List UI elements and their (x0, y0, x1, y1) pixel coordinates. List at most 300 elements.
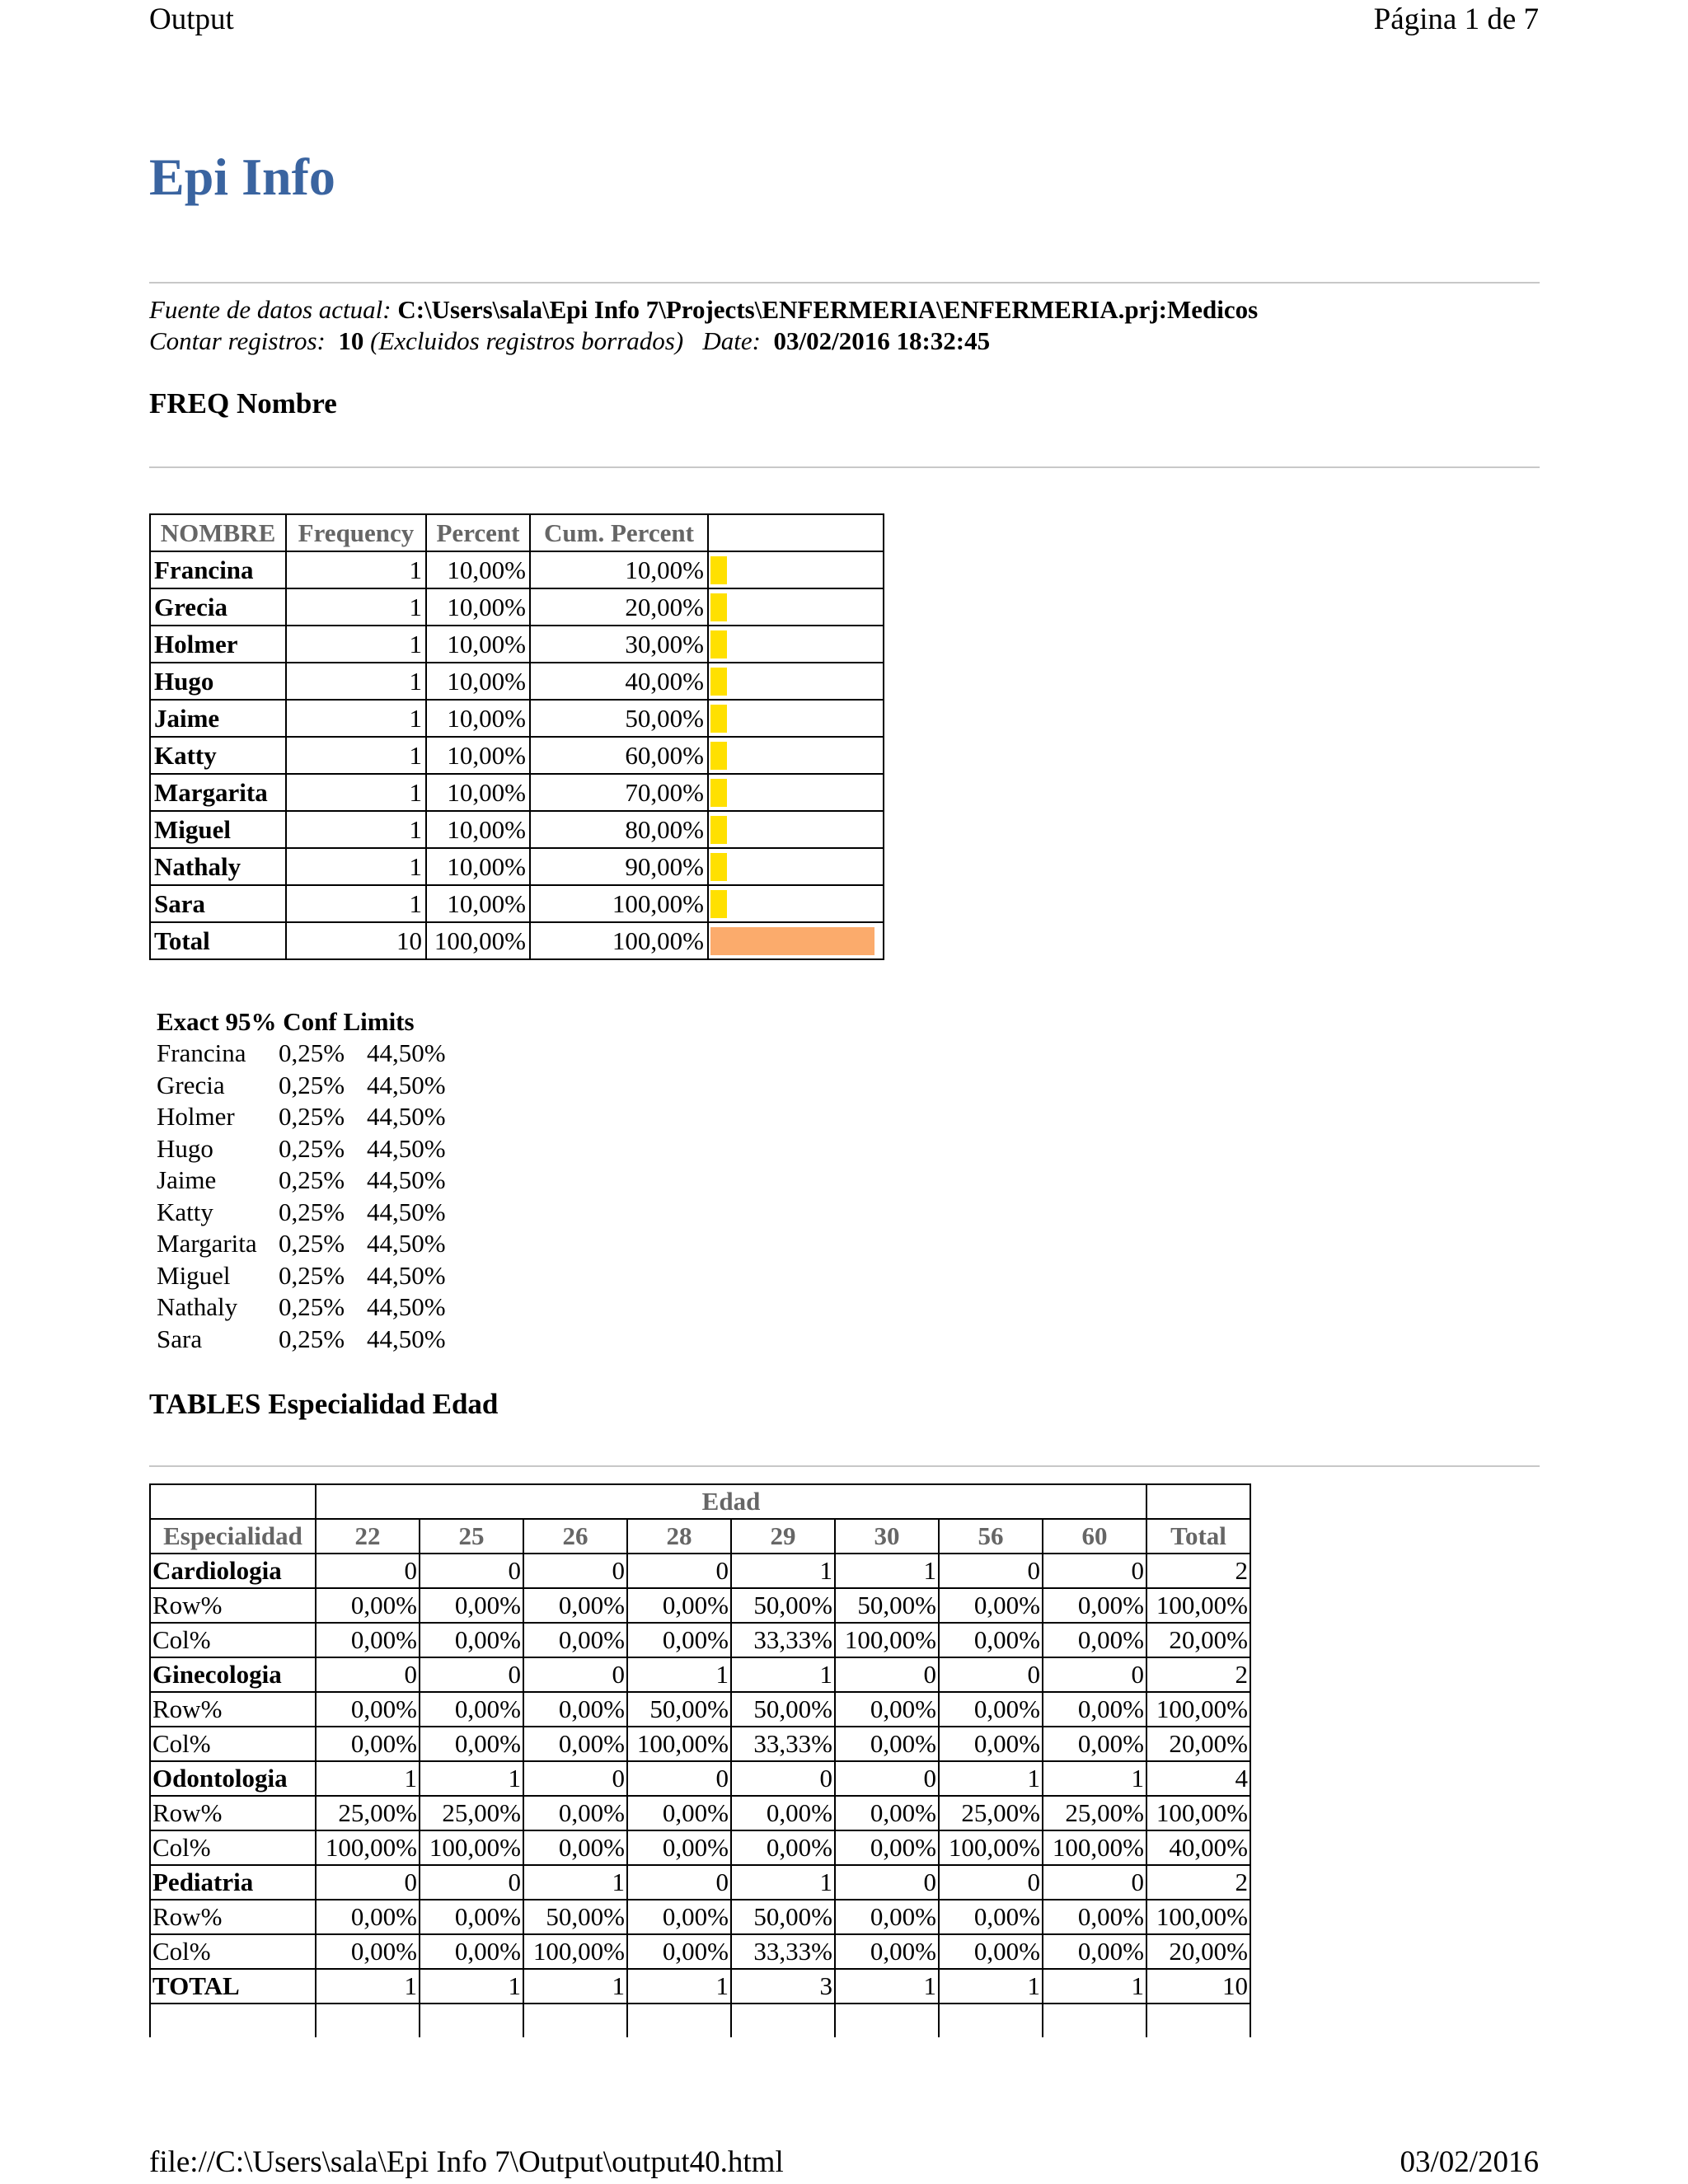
percent-bar (710, 705, 727, 733)
crosstab-cell: 1 (731, 1657, 835, 1692)
row-percent: 100,00% (426, 922, 530, 959)
crosstab-cell: 0,00% (420, 1588, 523, 1623)
crosstab-empty-cell (420, 2004, 523, 2037)
row-frequency: 1 (286, 551, 426, 588)
row-name: Katty (150, 737, 286, 774)
crosstab-cell: 0,00% (420, 1934, 523, 1969)
ci-name: Miguel (157, 1260, 231, 1290)
row-cum-percent: 90,00% (530, 848, 708, 885)
crosstab-cell: 1 (627, 1969, 731, 2004)
record-count-line (149, 326, 990, 356)
crosstab-cell: 0,00% (627, 1623, 731, 1657)
crosstab-cell: 100,00% (1146, 1692, 1250, 1727)
crosstab-cell: 100,00% (316, 1830, 420, 1865)
crosstab-cell: 0,00% (420, 1623, 523, 1657)
date-label: Date: (702, 326, 761, 355)
ci-name: Margarita (157, 1229, 257, 1258)
confidence-limit-row (157, 1070, 446, 1102)
percent-bar (710, 630, 727, 658)
crosstab-cell: 0,00% (835, 1727, 939, 1761)
crosstab-row-label: Cardiologia (150, 1554, 316, 1588)
confidence-limit-row (157, 1228, 446, 1260)
confidence-limits (157, 1006, 446, 1355)
crosstab-cell: 0,00% (420, 1692, 523, 1727)
crosstab-cell: 25,00% (939, 1796, 1043, 1830)
row-cum-percent: 80,00% (530, 811, 708, 848)
row-cum-percent: 100,00% (530, 885, 708, 922)
crosstab-cell: 0,00% (939, 1934, 1043, 1969)
crosstab-cell: 50,00% (523, 1900, 627, 1934)
crosstab-column-header: 56 (939, 1519, 1043, 1554)
crosstab-cell: 2 (1146, 1554, 1250, 1588)
row-frequency: 1 (286, 774, 426, 811)
crosstab-cell: 0,00% (1043, 1900, 1146, 1934)
frequency-row (150, 885, 884, 922)
record-count-label: Contar registros: (149, 326, 326, 355)
crosstab-group-total-blank (1146, 1484, 1250, 1519)
confidence-limits-title: Exact 95% Conf Limits (157, 1007, 415, 1036)
crosstab-column-header: 25 (420, 1519, 523, 1554)
row-frequency: 1 (286, 663, 426, 700)
row-cum-percent: 10,00% (530, 551, 708, 588)
crosstab-cell: 1 (1043, 1761, 1146, 1796)
crosstab-cell: 0 (523, 1761, 627, 1796)
crosstab-row (150, 1657, 1250, 1692)
crosstab-cell: 0,00% (627, 1830, 731, 1865)
crosstab-cell: 1 (731, 1865, 835, 1900)
crosstab-cell: 100,00% (523, 1934, 627, 1969)
crosstab-cell: 1 (523, 1865, 627, 1900)
row-frequency: 1 (286, 626, 426, 663)
crosstab-cell: 33,33% (731, 1727, 835, 1761)
row-bar-cell (708, 811, 884, 848)
crosstab-cell: 50,00% (731, 1900, 835, 1934)
ci-upper: 44,50% (367, 1229, 446, 1258)
crosstab-cell: 50,00% (627, 1692, 731, 1727)
crosstab-row (150, 1692, 1250, 1727)
row-frequency: 1 (286, 588, 426, 626)
crosstab-table (149, 1483, 1251, 2037)
crosstab-cell: 0 (939, 1865, 1043, 1900)
crosstab-cell: 0,00% (316, 1692, 420, 1727)
frequency-row (150, 774, 884, 811)
row-frequency: 1 (286, 885, 426, 922)
crosstab-empty-cell (316, 2004, 420, 2037)
frequency-row (150, 737, 884, 774)
row-name: Miguel (150, 811, 286, 848)
crosstab-cell: 1 (420, 1969, 523, 2004)
row-cum-percent: 50,00% (530, 700, 708, 737)
crosstab-group-label: Edad (316, 1484, 1146, 1519)
crosstab-cell: 0 (1043, 1865, 1146, 1900)
crosstab-cell: 0,00% (523, 1692, 627, 1727)
confidence-limit-row (157, 1197, 446, 1229)
footer-file-path: file://C:\Users\sala\Epi Info 7\Output\output40.html (149, 2145, 784, 2179)
crosstab-cell: 100,00% (939, 1830, 1043, 1865)
crosstab-row (150, 1554, 1250, 1588)
crosstab-cell: 2 (1146, 1657, 1250, 1692)
crosstab-empty-cell (523, 2004, 627, 2037)
frequency-header-row (150, 514, 884, 551)
freq-heading: FREQ Nombre (149, 387, 337, 419)
row-frequency: 10 (286, 922, 426, 959)
crosstab-cell: 0 (627, 1554, 731, 1588)
crosstab-empty-cell (627, 2004, 731, 2037)
datasource-value: C:\Users\sala\Epi Info 7\Projects\ENFERMERIA\ENFERMERIA.prj:Medicos (397, 295, 1259, 324)
date-value: 03/02/2016 18:32:45 (773, 326, 991, 355)
crosstab-row (150, 1900, 1250, 1934)
frequency-row (150, 663, 884, 700)
page-title: Epi Info (149, 148, 335, 206)
ci-lower: 0,25% (279, 1133, 345, 1163)
ci-lower: 0,25% (279, 1038, 345, 1067)
row-cum-percent: 70,00% (530, 774, 708, 811)
crosstab-cell: 1 (420, 1761, 523, 1796)
row-percent: 10,00% (426, 700, 530, 737)
row-percent: 10,00% (426, 588, 530, 626)
row-name: Grecia (150, 588, 286, 626)
crosstab-cell: 0 (1043, 1554, 1146, 1588)
crosstab-cell: 0,00% (1043, 1623, 1146, 1657)
column-header-frequency: Frequency (286, 514, 426, 551)
crosstab-cell: 0,00% (835, 1796, 939, 1830)
crosstab-cell: 0,00% (835, 1900, 939, 1934)
ci-name: Grecia (157, 1070, 225, 1099)
crosstab-cell: 0 (316, 1657, 420, 1692)
ci-name: Katty (157, 1197, 213, 1226)
crosstab-column-header: 22 (316, 1519, 420, 1554)
row-name: Nathaly (150, 848, 286, 885)
row-name: Jaime (150, 700, 286, 737)
crosstab-corner (150, 1484, 316, 1519)
column-header-percent: Percent (426, 514, 530, 551)
confidence-limit-row (157, 1324, 446, 1356)
column-header-cum-percent: Cum. Percent (530, 514, 708, 551)
crosstab-cell: 0,00% (523, 1623, 627, 1657)
crosstab-cell: 20,00% (1146, 1623, 1250, 1657)
ci-name: Sara (157, 1324, 203, 1353)
crosstab-cell: 0,00% (316, 1727, 420, 1761)
row-cum-percent: 40,00% (530, 663, 708, 700)
ci-lower: 0,25% (279, 1197, 345, 1226)
ci-lower: 0,25% (279, 1292, 345, 1321)
crosstab-cell: 0,00% (316, 1900, 420, 1934)
ci-lower: 0,25% (279, 1070, 345, 1099)
row-name: Sara (150, 885, 286, 922)
row-cum-percent: 30,00% (530, 626, 708, 663)
page-header-page-number: Página 1 de 7 (1373, 2, 1539, 36)
crosstab-column-header: 26 (523, 1519, 627, 1554)
row-name: Hugo (150, 663, 286, 700)
crosstab-row (150, 1796, 1250, 1830)
crosstab-cell: 0,00% (316, 1623, 420, 1657)
crosstab-cell: 25,00% (316, 1796, 420, 1830)
crosstab-cell: 20,00% (1146, 1934, 1250, 1969)
frequency-row (150, 700, 884, 737)
crosstab-cell: 100,00% (835, 1623, 939, 1657)
ci-lower: 0,25% (279, 1229, 345, 1258)
crosstab-cell: 40,00% (1146, 1830, 1250, 1865)
row-frequency: 1 (286, 737, 426, 774)
tables-heading: TABLES Especialidad Edad (149, 1388, 499, 1420)
ci-upper: 44,50% (367, 1165, 446, 1194)
ci-name: Hugo (157, 1133, 213, 1163)
ci-upper: 44,50% (367, 1292, 446, 1321)
crosstab-cell: 20,00% (1146, 1727, 1250, 1761)
crosstab-empty-cell (150, 2004, 316, 2037)
row-name: Total (150, 922, 286, 959)
frequency-table (149, 513, 884, 960)
crosstab-cell: 1 (835, 1969, 939, 2004)
crosstab-cell: 25,00% (1043, 1796, 1146, 1830)
crosstab-row (150, 1934, 1250, 1969)
frequency-row (150, 588, 884, 626)
crosstab-cell: 0 (731, 1761, 835, 1796)
crosstab-row-label: Row% (150, 1900, 316, 1934)
percent-bar (710, 890, 727, 918)
crosstab-cell: 0,00% (627, 1796, 731, 1830)
row-bar-cell (708, 700, 884, 737)
crosstab-cell: 0 (523, 1657, 627, 1692)
percent-bar (710, 853, 727, 881)
ci-name: Francina (157, 1038, 246, 1067)
crosstab-cell: 0 (420, 1554, 523, 1588)
crosstab-row (150, 1761, 1250, 1796)
crosstab-cell: 0 (939, 1554, 1043, 1588)
crosstab-row-label: TOTAL (150, 1969, 316, 2004)
crosstab-cell: 0,00% (731, 1830, 835, 1865)
crosstab-row (150, 1830, 1250, 1865)
crosstab-row (150, 1969, 1250, 2004)
crosstab-cell: 0,00% (523, 1588, 627, 1623)
confidence-limit-row (157, 1101, 446, 1133)
crosstab-cell: 100,00% (420, 1830, 523, 1865)
crosstab-empty-cell (731, 2004, 835, 2037)
ci-lower: 0,25% (279, 1260, 345, 1290)
ci-upper: 44,50% (367, 1070, 446, 1099)
crosstab-cell: 0 (939, 1657, 1043, 1692)
crosstab-row-label: Col% (150, 1727, 316, 1761)
crosstab-cell: 0 (420, 1865, 523, 1900)
row-name: Francina (150, 551, 286, 588)
crosstab-cell: 0,00% (939, 1623, 1043, 1657)
crosstab-row-label: Row% (150, 1796, 316, 1830)
crosstab-cell: 0,00% (523, 1796, 627, 1830)
crosstab-column-header: 28 (627, 1519, 731, 1554)
crosstab-cell: 0 (420, 1657, 523, 1692)
ci-name: Jaime (157, 1165, 217, 1194)
crosstab-cell: 0,00% (316, 1934, 420, 1969)
crosstab-row-label: Odontologia (150, 1761, 316, 1796)
frequency-total-row (150, 922, 884, 959)
row-percent: 10,00% (426, 885, 530, 922)
ci-lower: 0,25% (279, 1102, 345, 1131)
page-header-source: Output (149, 2, 234, 36)
crosstab-cell: 0,00% (420, 1727, 523, 1761)
ci-upper: 44,50% (367, 1197, 446, 1226)
percent-bar (710, 593, 727, 621)
frequency-row (150, 848, 884, 885)
crosstab-cell: 0,00% (939, 1727, 1043, 1761)
crosstab-cell: 0,00% (1043, 1727, 1146, 1761)
row-frequency: 1 (286, 811, 426, 848)
crosstab-cell: 0,00% (835, 1830, 939, 1865)
crosstab-cell: 50,00% (731, 1692, 835, 1727)
crosstab-empty-cell (1146, 2004, 1250, 2037)
crosstab-row (150, 1588, 1250, 1623)
row-frequency: 1 (286, 848, 426, 885)
row-cum-percent: 60,00% (530, 737, 708, 774)
confidence-limit-row (157, 1291, 446, 1324)
row-bar-cell (708, 663, 884, 700)
crosstab-row (150, 1623, 1250, 1657)
row-percent: 10,00% (426, 551, 530, 588)
frequency-row (150, 811, 884, 848)
crosstab-cell: 0,00% (939, 1692, 1043, 1727)
percent-bar (710, 556, 727, 584)
crosstab-cell: 0,00% (627, 1900, 731, 1934)
confidence-limit-row (157, 1038, 446, 1070)
row-bar-cell (708, 626, 884, 663)
crosstab-cell: 0 (1043, 1657, 1146, 1692)
record-count-note: (Excluidos registros borrados) (370, 326, 684, 355)
crosstab-cell: 0,00% (523, 1727, 627, 1761)
crosstab-cell: 4 (1146, 1761, 1250, 1796)
divider (149, 466, 1540, 468)
crosstab-cell: 0,00% (627, 1588, 731, 1623)
crosstab-cell: 0,00% (523, 1830, 627, 1865)
row-bar-cell (708, 774, 884, 811)
confidence-limit-row (157, 1133, 446, 1165)
crosstab-group-row (150, 1484, 1250, 1519)
crosstab-cell: 100,00% (1043, 1830, 1146, 1865)
crosstab-cell: 0,00% (1043, 1692, 1146, 1727)
crosstab-cell: 1 (835, 1554, 939, 1588)
percent-bar (710, 668, 727, 696)
crosstab-cell: 33,33% (731, 1934, 835, 1969)
crosstab-cell: 1 (1043, 1969, 1146, 2004)
row-percent: 10,00% (426, 848, 530, 885)
crosstab-cell: 0 (627, 1865, 731, 1900)
record-count-value: 10 (338, 326, 364, 355)
row-frequency: 1 (286, 700, 426, 737)
ci-upper: 44,50% (367, 1260, 446, 1290)
crosstab-cell: 0 (835, 1657, 939, 1692)
crosstab-cell: 100,00% (1146, 1588, 1250, 1623)
crosstab-cell: 0 (316, 1865, 420, 1900)
row-percent: 10,00% (426, 811, 530, 848)
crosstab-row (150, 1727, 1250, 1761)
crosstab-cell: 33,33% (731, 1623, 835, 1657)
crosstab-cell: 0 (835, 1761, 939, 1796)
crosstab-cell: 0,00% (1043, 1588, 1146, 1623)
crosstab-row-label: Row% (150, 1692, 316, 1727)
crosstab-empty-cell (1043, 2004, 1146, 2037)
crosstab-cell: 2 (1146, 1865, 1250, 1900)
crosstab-cell: 3 (731, 1969, 835, 2004)
footer-date: 03/02/2016 (1400, 2145, 1539, 2179)
ci-upper: 44,50% (367, 1133, 446, 1163)
row-bar-cell (708, 737, 884, 774)
ci-name: Nathaly (157, 1292, 238, 1321)
crosstab-cell: 50,00% (731, 1588, 835, 1623)
ci-upper: 44,50% (367, 1324, 446, 1353)
crosstab-row-label: Col% (150, 1830, 316, 1865)
crosstab-empty-cell (835, 2004, 939, 2037)
crosstab-cell: 0,00% (835, 1934, 939, 1969)
row-bar-cell (708, 848, 884, 885)
frequency-row (150, 551, 884, 588)
crosstab-cell: 100,00% (1146, 1900, 1250, 1934)
row-bar-cell (708, 588, 884, 626)
frequency-row (150, 626, 884, 663)
row-cum-percent: 20,00% (530, 588, 708, 626)
crosstab-cell: 1 (731, 1554, 835, 1588)
percent-bar (710, 779, 727, 807)
crosstab-cell: 0 (316, 1554, 420, 1588)
crosstab-row-label: Col% (150, 1934, 316, 1969)
crosstab-cell: 0,00% (835, 1692, 939, 1727)
ci-lower: 0,25% (279, 1165, 345, 1194)
column-header-bar (708, 514, 884, 551)
crosstab-cell: 10 (1146, 1969, 1250, 2004)
crosstab-cell: 0 (523, 1554, 627, 1588)
ci-name: Holmer (157, 1102, 235, 1131)
row-percent: 10,00% (426, 774, 530, 811)
crosstab-row-label: Col% (150, 1623, 316, 1657)
crosstab-cell: 0,00% (316, 1588, 420, 1623)
crosstab-empty-cell (939, 2004, 1043, 2037)
crosstab-column-header: Total (1146, 1519, 1250, 1554)
crosstab-cell: 25,00% (420, 1796, 523, 1830)
crosstab-cell: 0 (627, 1761, 731, 1796)
ci-lower: 0,25% (279, 1324, 345, 1353)
crosstab-column-header: 60 (1043, 1519, 1146, 1554)
row-bar-cell (708, 551, 884, 588)
percent-bar (710, 742, 727, 770)
divider (149, 1465, 1540, 1467)
crosstab-cell: 1 (316, 1969, 420, 2004)
crosstab-column-header: 30 (835, 1519, 939, 1554)
row-bar-cell (708, 885, 884, 922)
crosstab-row-header: Especialidad (150, 1519, 316, 1554)
crosstab-cell: 0,00% (420, 1900, 523, 1934)
datasource-line (149, 295, 1258, 325)
row-cum-percent: 100,00% (530, 922, 708, 959)
datasource-label: Fuente de datos actual: (149, 295, 392, 324)
percent-bar (710, 816, 727, 844)
crosstab-row-label: Pediatria (150, 1865, 316, 1900)
crosstab-cell: 1 (939, 1969, 1043, 2004)
crosstab-cell: 50,00% (835, 1588, 939, 1623)
row-name: Margarita (150, 774, 286, 811)
crosstab-cell: 0,00% (939, 1588, 1043, 1623)
confidence-limit-row (157, 1260, 446, 1292)
crosstab-cell: 0 (835, 1865, 939, 1900)
crosstab-cell: 1 (939, 1761, 1043, 1796)
column-header-nombre: NOMBRE (150, 514, 286, 551)
crosstab-cell: 1 (316, 1761, 420, 1796)
crosstab-column-header: 29 (731, 1519, 835, 1554)
row-percent: 10,00% (426, 737, 530, 774)
crosstab-continuation-row (150, 2004, 1250, 2037)
total-percent-bar (710, 927, 874, 955)
crosstab-cell: 100,00% (1146, 1796, 1250, 1830)
crosstab-cell: 100,00% (627, 1727, 731, 1761)
crosstab-cell: 0,00% (731, 1796, 835, 1830)
row-name: Holmer (150, 626, 286, 663)
crosstab-cell: 0,00% (627, 1934, 731, 1969)
